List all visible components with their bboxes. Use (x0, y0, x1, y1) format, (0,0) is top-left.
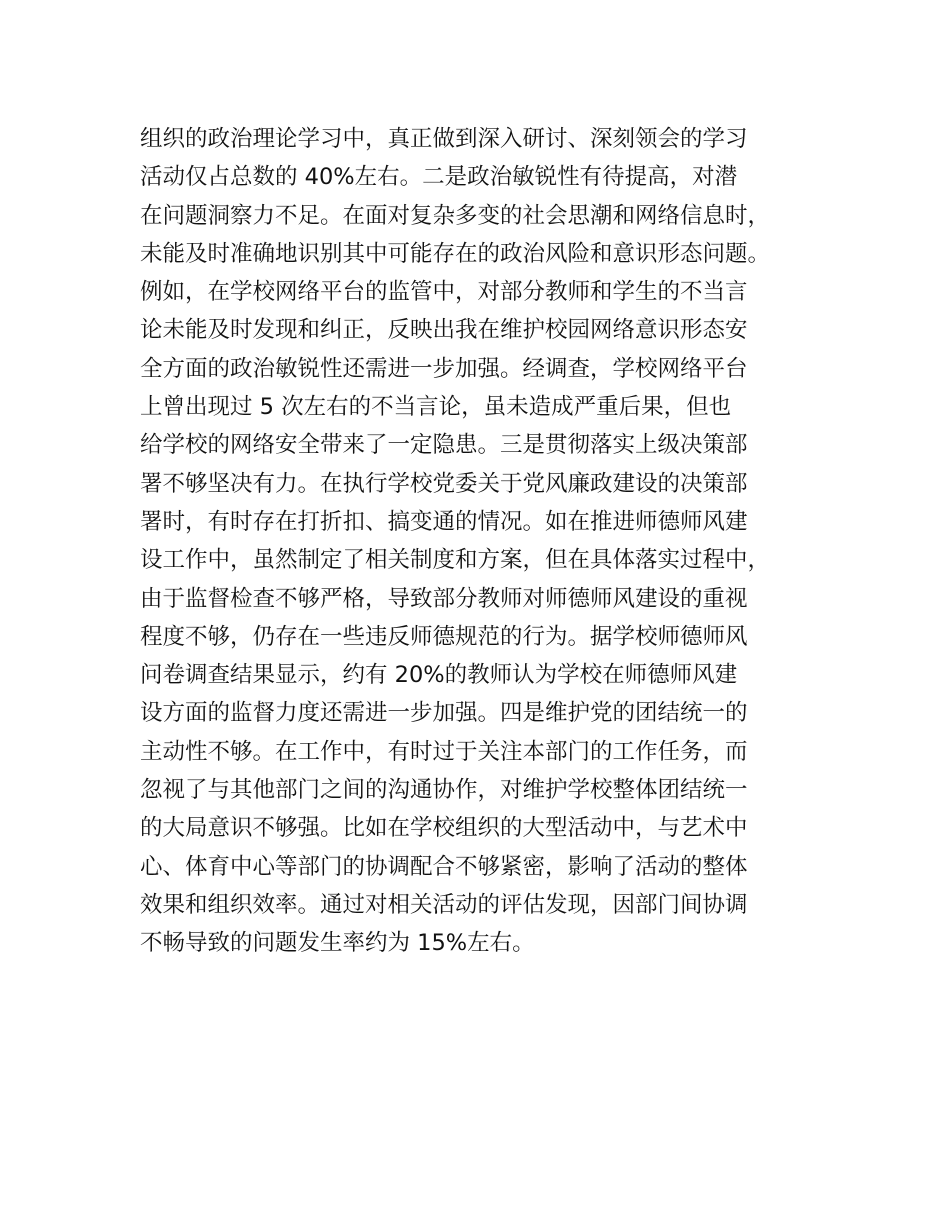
text-line: 忽视了与其他部门之间的沟通协作，对维护学校整体团结统一 (140, 777, 748, 804)
text-line: 主动性不够。在工作中，有时过于关注本部门的工作任务，而 (140, 738, 748, 765)
text-line: 的大局意识不够强。比如在学校组织的大型活动中，与艺术中 (140, 815, 748, 842)
text-line: 组织的政治理论学习中，真正做到深入研讨、深刻领会的学习 (140, 126, 748, 152)
text-line: 心、体育中心等部门的协调配合不够紧密，影响了活动的整体 (140, 853, 748, 880)
text-line: 不畅导致的问题发生率约为 15%左右。 (140, 930, 535, 957)
text-line: 上曾出现过 5 次左右的不当言论，虽未造成严重后果，但也 (140, 394, 732, 421)
text-line: 问卷调查结果显示，约有 20%的教师认为学校在师德师风建 (140, 662, 738, 689)
text-line: 设工作中，虽然制定了相关制度和方案，但在具体落实过程中， (140, 547, 771, 574)
text-line: 给学校的网络安全带来了一定隐患。三是贯彻落实上级决策部 (140, 432, 748, 459)
text-line: 在问题洞察力不足。在面对复杂多变的社会思潮和网络信息时， (140, 202, 771, 229)
text-line: 全方面的政治敏锐性还需进一步加强。经调查，学校网络平台 (140, 355, 748, 382)
text-line: 署时，有时存在打折扣、搞变通的情况。如在推进师德师风建 (140, 508, 748, 535)
text-line: 程度不够，仍存在一些违反师德规范的行为。据学校师德师风 (140, 623, 748, 650)
text-line: 署不够坚决有力。在执行学校党委关于党风廉政建设的决策部 (140, 470, 748, 497)
text-line: 由于监督检查不够严格，导致部分教师对师德师风建设的重视 (140, 585, 748, 612)
text-line: 活动仅占总数的 40%左右。二是政治敏锐性有待提高，对潜 (140, 164, 738, 191)
text-line: 效果和组织效率。通过对相关活动的评估发现，因部门间协调 (140, 891, 748, 918)
text-line: 设方面的监督力度还需进一步加强。四是维护党的团结统一的 (140, 700, 748, 727)
text-line: 例如，在学校网络平台的监管中，对部分教师和学生的不当言 (140, 279, 748, 306)
body-paragraph (140, 120, 840, 963)
text-line: 未能及时准确地识别其中可能存在的政治风险和意识形态问题。 (140, 240, 771, 267)
text-line: 论未能及时发现和纠正，反映出我在维护校园网络意识形态安 (140, 317, 748, 344)
